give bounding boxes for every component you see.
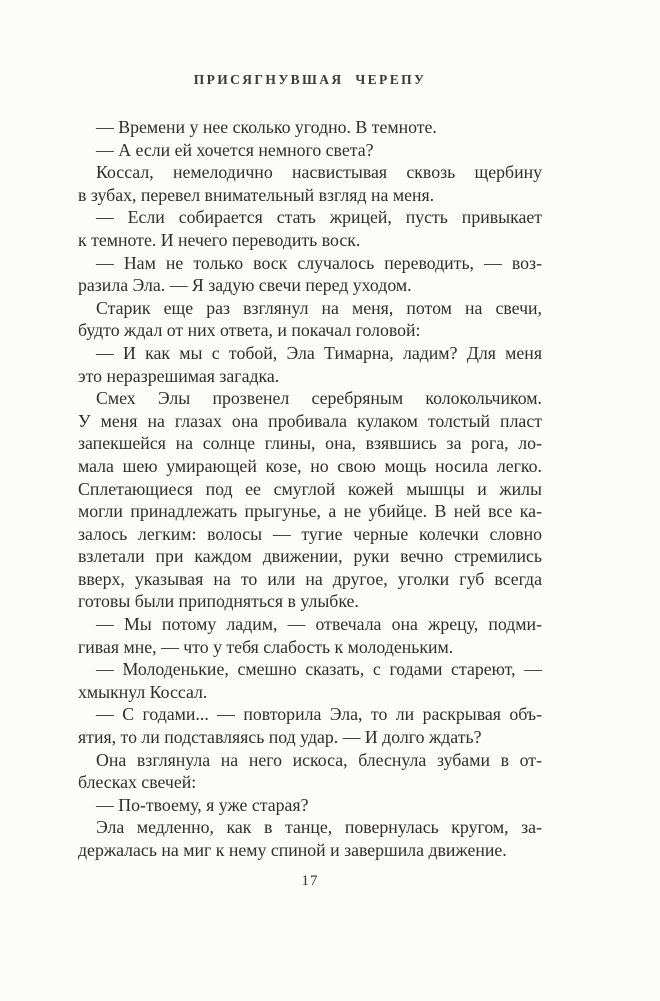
text-line: будто ждал от них ответа, и покачал головой:	[78, 320, 421, 341]
text-line: Старик еще раз взглянул на меня, потом на свечи,	[96, 297, 542, 318]
text-line: залось легким: волосы — тугие черные колечки словно	[78, 523, 542, 544]
text-line: — Если собирается стать жрицей, пусть привыкает	[96, 207, 542, 228]
text-line: запекшейся на солнце глины, она, взявшись за рога, ло-	[78, 433, 542, 454]
text-line: — И как мы с тобой, Эла Тимарна, ладим? Для меня	[96, 342, 542, 363]
text-line: могли принадлежать прыгунье, а не убийце. В ней все ка-	[78, 501, 542, 522]
text-line: гивая мне, — что у тебя слабость к молоденьким.	[78, 636, 454, 657]
running-header	[78, 72, 542, 88]
text-line: взлетали при каждом движении, руки вечно стремились	[78, 546, 542, 567]
text-line: к темноте. И нечего переводить воск.	[78, 229, 361, 250]
text-line: — По-твоему, я уже старая?	[96, 794, 309, 815]
text-line: Коссал, немелодично насвистывая сквозь щербину	[96, 162, 542, 183]
page-number: 17	[301, 873, 319, 889]
text-line: в зубах, перевел внимательный взгляд на меня.	[78, 184, 435, 205]
text-line: вверх, указывая на то или на другое, уголки губ всегда	[78, 568, 542, 589]
text-line: Смех Элы прозвенел серебряным колокольчиком.	[96, 388, 542, 409]
text-line: — Времени у нее сколько угодно. В темноте.	[96, 117, 437, 137]
text-line: Эла медленно, как в танце, повернулась кругом, за-	[96, 817, 542, 838]
text-line: ятия, то ли подставляясь под удар. — И долго ждать?	[78, 727, 482, 748]
text-line: разила Эла. — Я задую свечи перед уходом.	[78, 275, 412, 296]
text-line: — С годами... — повторила Эла, то ли раскрывая объ-	[96, 704, 542, 725]
text-line: мала шею умирающей козе, но свою мощь носила легко.	[78, 455, 542, 476]
text-line: — Молоденькие, смешно сказать, с годами стареют, —	[96, 659, 542, 680]
text-line: — Нам не только воск случалось переводить, — воз-	[96, 252, 542, 273]
text-line: У меня на глазах она пробивала кулаком толстый пласт	[78, 410, 542, 431]
text-line: Сплетающиеся под ее смуглой кожей мышцы и жилы	[78, 478, 542, 499]
book-title: ПРИСЯГНУВШАЯ ЧЕРЕПУ	[193, 72, 427, 87]
text-line: Она взглянула на него искоса, блеснула зубами в от-	[96, 749, 542, 770]
text-block	[78, 116, 542, 862]
text-line: это неразрешимая загадка.	[78, 365, 280, 386]
text-line: блесках свечей:	[78, 772, 197, 793]
text-line: держалась на миг к нему спиной и завершила движение.	[78, 840, 507, 860]
text-line: готовы были приподняться в улыбке.	[78, 591, 359, 612]
text-line: хмыкнул Коссал.	[78, 681, 208, 702]
text-line: — Мы потому ладим, — отвечала она жрецу, подми-	[96, 614, 542, 635]
text-line: — А если ей хочется немного света?	[96, 139, 374, 160]
